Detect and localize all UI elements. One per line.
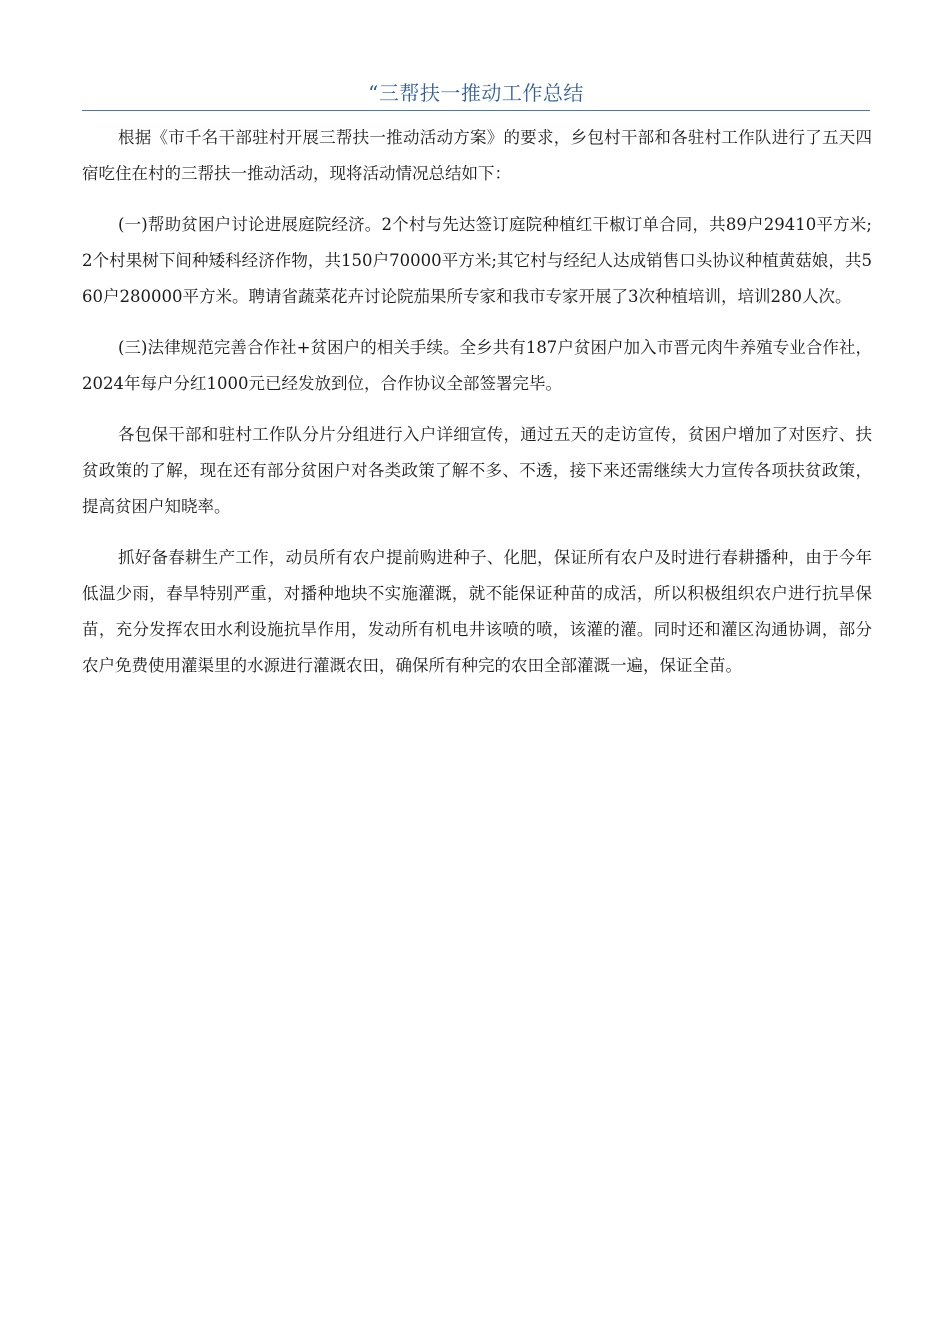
document-header xyxy=(82,78,870,111)
paragraph-cooperative: (三)法律规范完善合作社+贫困户的相关手续。全乡共有187户贫困户加入市晋元肉牛养殖专业合作社，2024年每户分红1000元已经发放到位，合作协议全部签署完毕。 xyxy=(82,338,872,393)
paragraph-policy-promotion: 各包保干部和驻村工作队分片分组进行入户详细宣传，通过五天的走访宣传，贫困户增加了对医疗、扶贫政策的了解，现在还有部分贫困户对各类政策了解不多、不透，接下来还需继续大力宣传各项扶贫政策，提高贫困户知晓率。 xyxy=(82,425,872,516)
document-title: “三帮扶一推动工作总结 xyxy=(368,81,584,105)
document-body xyxy=(82,120,872,699)
paragraph-spring-farming: 抓好备春耕生产工作，动员所有农户提前购进种子、化肥，保证所有农户及时进行春耕播种，由于今年低温少雨，春旱特别严重，对播种地块不实施灌溉，就不能保证种苗的成活，所以积极组织农户进行抗旱保苗，充分发挥农田水利设施抗旱作用，发动所有机电井该喷的喷，该灌的灌。同时还和灌区沟通协调，部分农户免费使用灌渠里的水源进行灌溉农田，确保所有种完的农田全部灌溉一遍，保证全苗。 xyxy=(82,548,872,675)
paragraph-intro: 根据《市千名干部驻村开展三帮扶一推动活动方案》的要求，乡包村干部和各驻村工作队进行了五天四宿吃住在村的三帮扶一推动活动，现将活动情况总结如下： xyxy=(82,128,872,183)
paragraph-courtyard-economy: (一)帮助贫困户讨论进展庭院经济。2个村与先达签订庭院种植红干椒订单合同，共89户29410平方米;2个村果树下间种矮科经济作物，共150户70000平方米;其它村与经纪人达成销售口头协议种植黄菇娘，共560户280000平方米。聘请省蔬菜花卉讨论院茄果所专家和我市专家开展了3次种植培训，培训280人次。 xyxy=(82,215,872,306)
